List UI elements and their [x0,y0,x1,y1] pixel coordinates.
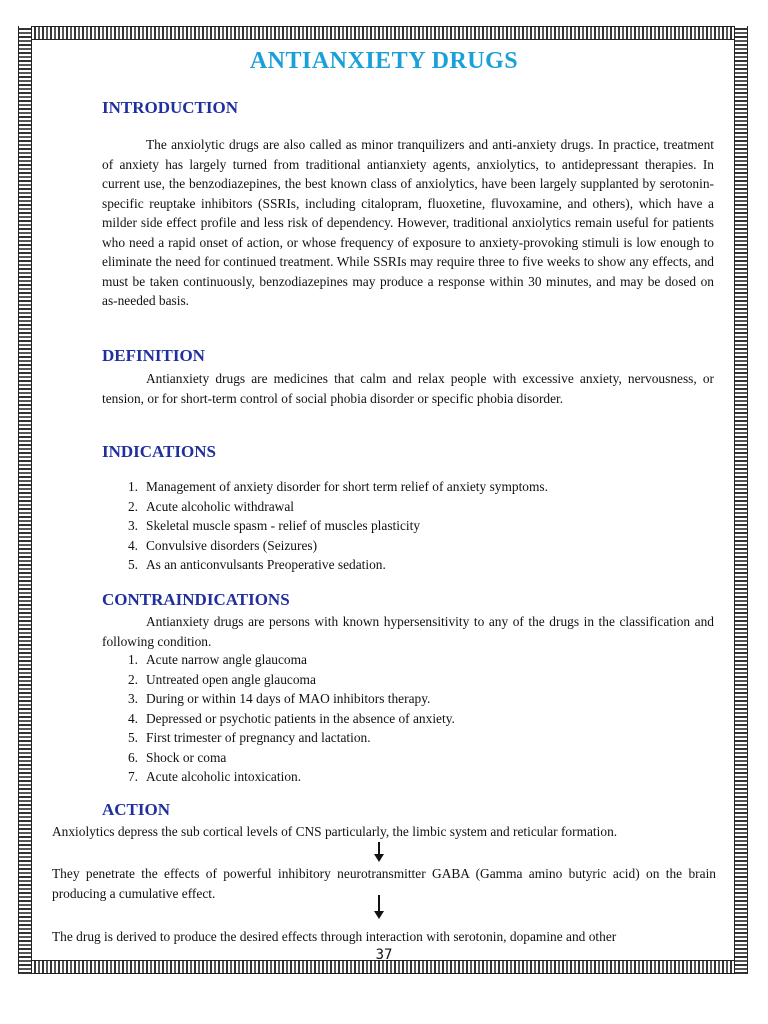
border-right [734,26,748,974]
list-item: 2. Untreated open angle glaucoma [127,671,316,687]
indications-heading: INDICATIONS [102,442,216,461]
action-heading: ACTION [102,800,171,819]
definition-heading: DEFINITION [102,346,205,365]
contraindications-text: Antianxiety drugs are persons with known hypersensitivity to any of the drugs in the classification and following condition. [102,614,714,649]
indications-list [114,477,714,575]
list-item: 2. Acute alcoholic withdrawal [127,498,294,514]
contraindications-heading: CONTRAINDICATIONS [102,590,290,609]
introduction-text: The anxiolytic drugs are also called as minor tranquilizers and anti-anxiety drugs. In practice, treatment of anxiety has largely turned from traditional antianxiety agents, anxiolytics, to antidepressant therapies. In current use, the benzodiazepines, the best known class of anxiolytics, have been largely supplanted by serotonin-specific reuptake inhibitors (SSRIs, including citalopram, fluoxetine, fluvoxamine, and others), which have a milder side effect profile and less risk of dependency. However, traditional anxiolytics remain useful for patients who need a rapid onset of action, or whose frequency of exposure to anxiety-provoking stimuli is low enough to eliminate the need for continued treatment. While SSRIs may require three to five weeks to show any effects, and must be taken continuously, benzodiazepines may produce a response within 30 minutes, and may be dosed on as-needed basis. [102,137,714,308]
list-item: 4. Convulsive disorders (Seizures) [127,537,318,553]
border-left [18,26,32,974]
border-top [18,26,748,40]
list-item: 1. Management of anxiety disorder for short term relief of anxiety symptoms. [127,479,548,494]
page-number: 37 [375,947,393,963]
contraindications-list [114,650,714,787]
list-item: 5. First trimester of pregnancy and lactation. [127,730,371,745]
list-item: 5. As an anticonvulsants Preoperative sedation. [127,557,386,572]
list-item: 3. Skeletal muscle spasm - relief of muscles plasticity [127,518,421,533]
down-arrow-icon [372,895,386,919]
introduction-heading: INTRODUCTION [102,98,239,117]
list-item: 7. Acute alcoholic intoxication. [127,769,302,784]
list-item: 6. Shock or coma [127,749,227,765]
list-item: 3. During or within 14 days of MAO inhibitors therapy. [127,691,431,706]
action-step-2: They penetrate the effects of powerful inhibitory neurotransmitter GABA (Gamma amino butyric acid) on the brain producing a cumulative effect. [52,866,716,901]
action-step-3: The drug is derived to produce the desired effects through interaction with serotonin, dopamine and other [52,929,617,944]
down-arrow-icon [372,842,386,862]
action-step-1: Anxiolytics depress the sub cortical levels of CNS particularly, the limbic system and reticular formation. [52,824,618,839]
page-title: ANTIANXIETY DRUGS [249,48,519,74]
definition-text: Antianxiety drugs are medicines that calm and relax people with excessive anxiety, nervousness, or tension, or for short-term control of social phobia disorder or specific phobia disorder. [102,371,714,406]
list-item: 1. Acute narrow angle glaucoma [127,652,307,667]
list-item: 4. Depressed or psychotic patients in the absence of anxiety. [127,710,455,726]
